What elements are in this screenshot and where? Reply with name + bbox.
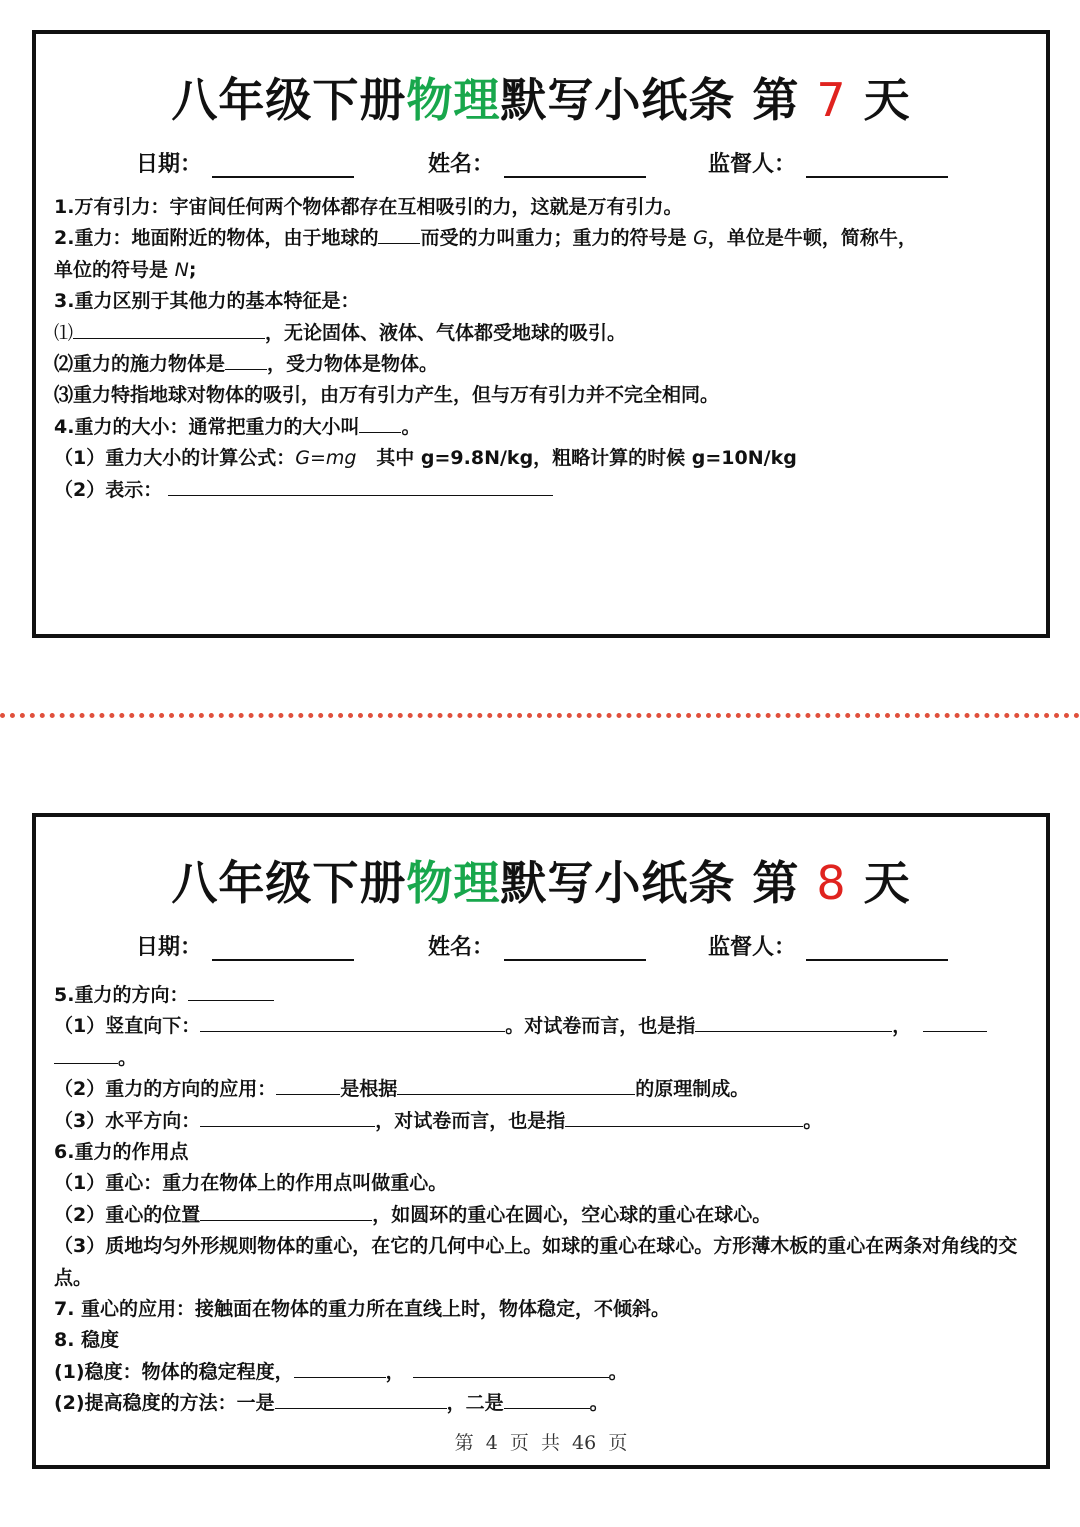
text-line: 3.重力区别于其他力的基本特征是： (54, 290, 360, 313)
fill-blank[interactable] (504, 1390, 590, 1409)
text-line: 5.重力的方向： (54, 980, 1032, 1011)
fill-blank[interactable] (276, 1076, 340, 1095)
supervisor-label: 监督人： (708, 935, 797, 960)
text-line: 6.重力的作用点 (54, 1141, 189, 1164)
fill-blank[interactable] (378, 225, 420, 244)
worksheet-content (54, 192, 1032, 506)
title-grade: 八年级下册 (171, 73, 407, 127)
fill-blank[interactable] (695, 1013, 892, 1032)
text-line: 7. 重心的应用：接触面在物体的重力所在直线上时，物体稳定，不倾斜。 (54, 1298, 671, 1321)
title-day-number: 7 (816, 73, 847, 127)
text-line: 8. 稳度 (54, 1329, 120, 1352)
text-line: （3）水平方向： ，对试卷而言，也是指 。 (54, 1109, 823, 1132)
fill-blank[interactable] (225, 351, 267, 370)
text-line: (1)稳度：物体的稳定程度， ， 。 (54, 1360, 628, 1383)
page-number: 第 4 页 共 46 页 (454, 1432, 628, 1454)
name-blank[interactable] (504, 154, 646, 178)
title-subject: 物理 (406, 73, 501, 127)
fill-blank[interactable] (923, 1013, 987, 1032)
date-blank[interactable] (212, 154, 354, 178)
title-mid: 默写小纸条 第 (500, 73, 817, 127)
text-line: （1）重力大小的计算公式：G=mg 其中 g=9.8N/kg，粗略计算的时候 g=10N/kg (54, 447, 797, 470)
supervisor-field[interactable] (708, 930, 948, 961)
worksheet-title (36, 64, 1046, 130)
fill-blank[interactable] (200, 1202, 372, 1221)
text-line: （2）重力的方向的应用： 是根据 的原理制成。 (54, 1078, 750, 1101)
supervisor-blank[interactable] (806, 154, 948, 178)
name-field[interactable] (428, 930, 646, 961)
worksheet-card-day7 (32, 30, 1050, 638)
title-grade: 八年级下册 (171, 856, 407, 910)
fill-blank[interactable] (200, 1013, 505, 1032)
title-day-number: 8 (816, 856, 847, 910)
fill-blank[interactable] (275, 1390, 447, 1409)
fill-blank[interactable] (54, 1045, 118, 1064)
fill-blank[interactable] (168, 477, 553, 496)
fill-blank[interactable] (73, 320, 265, 339)
text-line: 4.重力的大小：通常把重力的大小叫 。 (54, 415, 421, 438)
header-fields (36, 930, 1046, 964)
supervisor-label: 监督人： (708, 152, 797, 177)
supervisor-blank[interactable] (806, 937, 948, 961)
text-line: ⑵重力的施力物体是 ，受力物体是物体。 (54, 353, 439, 376)
text-line: 2.重力：地面附近的物体，由于地球的 而受的力叫重力；重力的符号是 G，单位是牛顿，简称牛， (54, 227, 917, 250)
fill-blank[interactable] (397, 1076, 635, 1095)
worksheet-card-day8 (32, 813, 1050, 1469)
fill-blank[interactable] (188, 982, 274, 1001)
name-label: 姓名： (428, 152, 495, 177)
text-line: （3）质地均匀外形规则物体的重心，在它的几何中心上。如球的重心在球心。方形薄木板的重心在两条对角线的交点。 (54, 1235, 1018, 1289)
text-line: （2）重心的位置 ，如圆环的重心在圆心，空心球的重心在球心。 (54, 1203, 772, 1226)
date-label: 日期： (136, 152, 203, 177)
worksheet-content (54, 980, 1032, 1420)
supervisor-field[interactable] (708, 147, 948, 178)
worksheet-title (36, 847, 1046, 913)
name-label: 姓名： (428, 935, 495, 960)
text-line: 1.万有引力：宇宙间任何两个物体都存在互相吸引的力，这就是万有引力。 (54, 196, 683, 218)
fill-blank[interactable] (359, 414, 401, 433)
name-blank[interactable] (504, 937, 646, 961)
title-subject: 物理 (406, 856, 501, 910)
dotted-divider (0, 713, 1080, 718)
date-field[interactable] (136, 147, 354, 178)
date-label: 日期： (136, 935, 203, 960)
text-line: (2)提高稳度的方法：一是 ，二是 。 (54, 1392, 609, 1415)
title-mid: 默写小纸条 第 (500, 856, 817, 910)
title-day-suffix: 天 (846, 73, 911, 127)
text-line: ⑶重力特指地球对物体的吸引，由万有引力产生，但与万有引力并不完全相同。 (54, 384, 720, 407)
date-blank[interactable] (212, 937, 354, 961)
text-line: （1）重心：重力在物体上的作用点叫做重心。 (54, 1172, 448, 1195)
name-field[interactable] (428, 147, 646, 178)
fill-blank[interactable] (413, 1359, 609, 1378)
text-line: （1）竖直向下： 。对试卷而言，也是指 ， (54, 1011, 1032, 1042)
header-fields (36, 147, 1046, 181)
fill-blank[interactable] (200, 1108, 375, 1127)
text-line: （2）表示： (54, 475, 1032, 506)
text-line: 单位的符号是 N; (54, 258, 197, 281)
text-line: ⑴ ，无论固体、液体、气体都受地球的吸引。 (54, 321, 627, 344)
fill-blank[interactable] (294, 1359, 386, 1378)
date-field[interactable] (136, 930, 354, 961)
title-day-suffix: 天 (846, 856, 911, 910)
text-line: 。 (54, 1043, 1032, 1074)
fill-blank[interactable] (565, 1108, 803, 1127)
